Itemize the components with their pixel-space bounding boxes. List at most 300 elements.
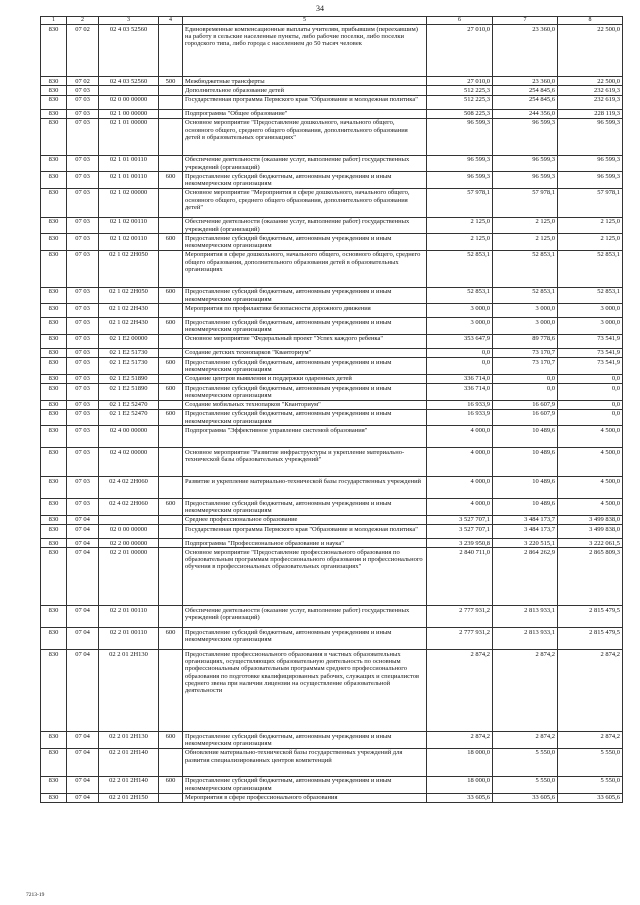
description-cell: Предоставление субсидий бюджетным, автономным учреждениям и иным некоммерческим организациям [183,776,427,793]
amount-year2-cell: 2 874,2 [493,650,558,732]
section-code-cell: 07 04 [67,606,99,628]
budget-table [40,16,623,803]
amount-year3-cell: 2 815 479,5 [558,606,623,628]
admin-code-cell: 830 [41,217,67,234]
expense-type-cell: 600 [159,732,183,749]
target-article-cell: 02 2 01 2Н150 [99,793,159,802]
amount-year2-cell: 244 356,0 [493,109,558,118]
section-code-cell: 07 03 [67,109,99,118]
amount-year1-cell: 3 000,0 [427,304,493,318]
table-row [41,234,623,251]
table-row [41,334,623,348]
description-cell: Развитие и укрепление материально-технической базы государственных учреждений [183,477,427,499]
table-row [41,776,623,793]
admin-code-cell: 830 [41,628,67,650]
amount-year3-cell: 228 119,3 [558,109,623,118]
amount-year3-cell: 73 541,9 [558,358,623,375]
description-cell: Предоставление субсидий бюджетным, автономным учреждениям и иным некоммерческим организациям [183,384,427,401]
amount-year2-cell: 3 000,0 [493,318,558,335]
expense-type-cell [159,793,183,802]
expense-type-cell: 600 [159,409,183,426]
target-article-cell: 02 2 01 2Н130 [99,732,159,749]
description-cell: Предоставление субсидий бюджетным, автономным учреждениям и иным некоммерческим организациям [183,409,427,426]
description-cell: Основное мероприятие "Предоставление дошкольного, начального общего, основного общего, среднего общего образования, дополнительного образования детей в образовательных организациях" [183,118,427,155]
amount-year2-cell: 57 978,1 [493,188,558,217]
section-code-cell: 07 03 [67,86,99,95]
amount-year1-cell: 96 599,3 [427,172,493,189]
description-cell: Создание детских технопарков "Кванториум" [183,348,427,357]
target-article-cell: 02 1 02 2Н430 [99,304,159,318]
section-code-cell: 07 04 [67,793,99,802]
column-number-row [41,17,623,25]
amount-year2-cell: 0,0 [493,384,558,401]
expense-type-cell [159,539,183,548]
amount-year3-cell: 57 978,1 [558,188,623,217]
admin-code-cell: 830 [41,358,67,375]
section-code-cell: 07 03 [67,400,99,409]
amount-year1-cell: 4 000,0 [427,499,493,516]
admin-code-cell: 830 [41,374,67,383]
section-code-cell: 07 03 [67,477,99,499]
admin-code-cell: 830 [41,748,67,776]
table-row [41,650,623,732]
amount-year1-cell: 336 714,0 [427,374,493,383]
table-row [41,477,623,499]
table-row [41,172,623,189]
target-article-cell: 02 4 02 2Н060 [99,477,159,499]
target-article-cell: 02 0 00 00000 [99,95,159,109]
amount-year3-cell: 2 874,2 [558,650,623,732]
amount-year2-cell: 10 489,6 [493,499,558,516]
target-article-cell: 02 1 E2 51730 [99,348,159,357]
table-row [41,109,623,118]
amount-year1-cell: 96 599,3 [427,118,493,155]
amount-year3-cell: 5 550,0 [558,748,623,776]
admin-code-cell: 830 [41,448,67,477]
amount-year3-cell: 2 125,0 [558,217,623,234]
admin-code-cell: 830 [41,304,67,318]
expense-type-cell: 600 [159,287,183,304]
amount-year3-cell: 232 619,3 [558,86,623,95]
target-article-cell: 02 4 03 52560 [99,25,159,77]
amount-year3-cell: 4 500,0 [558,426,623,448]
target-article-cell: 02 1 02 2Н430 [99,318,159,335]
section-code-cell: 07 04 [67,650,99,732]
expense-type-cell [159,250,183,287]
table-row [41,250,623,287]
admin-code-cell: 830 [41,109,67,118]
amount-year2-cell: 96 599,3 [493,155,558,172]
amount-year1-cell: 57 978,1 [427,188,493,217]
admin-code-cell: 830 [41,77,67,86]
admin-code-cell: 830 [41,25,67,77]
table-row [41,732,623,749]
amount-year3-cell: 3 000,0 [558,304,623,318]
amount-year1-cell: 16 933,9 [427,400,493,409]
admin-code-cell: 830 [41,188,67,217]
amount-year2-cell: 5 550,0 [493,776,558,793]
description-cell: Государственная программа Пермского края "Образование и молодежная политика" [183,95,427,109]
amount-year2-cell: 52 853,1 [493,250,558,287]
description-cell: Предоставление профессионального образования в частных образовательных организациях, осуществляющих образовательную деятельность по основным профессиональным образовательным программам среднего профессионального образования по подготовке квалифицированных рабочих, служащих и специалистов среднего звена при наличии лицензии на осуществление образовательной деятельности [183,650,427,732]
amount-year2-cell: 52 853,1 [493,287,558,304]
description-cell: Мероприятия в сфере дошкольного, начального общего, основного общего, среднего общего образования, дополнительного образования детей в образовательных организациях [183,250,427,287]
target-article-cell: 02 1 02 00000 [99,188,159,217]
amount-year1-cell: 52 853,1 [427,287,493,304]
target-article-cell: 02 2 01 2Н140 [99,748,159,776]
table-row [41,400,623,409]
amount-year1-cell: 3 239 950,8 [427,539,493,548]
amount-year2-cell: 2 864 262,9 [493,548,558,606]
table-row [41,86,623,95]
description-cell: Мероприятия в сфере профессионального образования [183,793,427,802]
description-cell: Предоставление субсидий бюджетным, автономным учреждениям и иным некоммерческим организациям [183,732,427,749]
table-row [41,515,623,524]
amount-year2-cell: 0,0 [493,374,558,383]
table-row [41,95,623,109]
expense-type-cell [159,155,183,172]
amount-year3-cell: 96 599,3 [558,155,623,172]
expense-type-cell [159,374,183,383]
description-cell: Основное мероприятие "Федеральный проект "Успех каждого ребенка" [183,334,427,348]
admin-code-cell: 830 [41,732,67,749]
amount-year1-cell: 27 010,0 [427,25,493,77]
section-code-cell: 07 04 [67,628,99,650]
amount-year1-cell: 2 840 711,0 [427,548,493,606]
expense-type-cell [159,548,183,606]
amount-year3-cell: 96 599,3 [558,118,623,155]
table-row [41,548,623,606]
target-article-cell: 02 1 E2 51890 [99,384,159,401]
description-cell: Обеспечение деятельности (оказание услуг, выполнение работ) государственных учреждений (организаций) [183,606,427,628]
description-cell: Дополнительное образование детей [183,86,427,95]
amount-year1-cell: 16 933,9 [427,409,493,426]
amount-year3-cell: 33 605,6 [558,793,623,802]
description-cell: Подпрограмма "Эффективное управление системой образования" [183,426,427,448]
expense-type-cell [159,348,183,357]
amount-year3-cell: 2 125,0 [558,234,623,251]
admin-code-cell: 830 [41,606,67,628]
amount-year3-cell: 4 500,0 [558,499,623,516]
column-number: 3 [99,17,159,25]
table-row [41,748,623,776]
amount-year2-cell: 254 845,6 [493,86,558,95]
section-code-cell: 07 03 [67,384,99,401]
amount-year2-cell: 16 607,9 [493,409,558,426]
expense-type-cell: 600 [159,628,183,650]
expense-type-cell [159,748,183,776]
amount-year3-cell: 52 853,1 [558,250,623,287]
amount-year3-cell: 2 874,2 [558,732,623,749]
amount-year3-cell: 232 619,3 [558,95,623,109]
target-article-cell [99,86,159,95]
admin-code-cell: 830 [41,118,67,155]
description-cell: Основное мероприятие "Мероприятия в сфере дошкольного, начального общего, основного общего, среднего общего образования, дополнительного образования детей" [183,188,427,217]
document-code: 7213-19 [26,892,45,898]
expense-type-cell: 600 [159,234,183,251]
description-cell: Основное мероприятие "Предоставление профессионального образования по образовательным программам профессионального образования и профессионального обучения в профессиональных образовательных организациях" [183,548,427,606]
table-row [41,287,623,304]
table-row [41,525,623,539]
amount-year1-cell: 52 853,1 [427,250,493,287]
description-cell: Предоставление субсидий бюджетным, автономным учреждениям и иным некоммерческим организациям [183,499,427,516]
amount-year3-cell: 0,0 [558,400,623,409]
section-code-cell: 07 02 [67,77,99,86]
amount-year3-cell: 4 500,0 [558,477,623,499]
section-code-cell: 07 04 [67,732,99,749]
target-article-cell: 02 2 00 00000 [99,539,159,548]
amount-year2-cell: 2 874,2 [493,732,558,749]
amount-year2-cell: 254 845,6 [493,95,558,109]
target-article-cell: 02 1 E2 51730 [99,358,159,375]
admin-code-cell: 830 [41,287,67,304]
amount-year2-cell: 3 484 173,7 [493,525,558,539]
table-row [41,384,623,401]
amount-year1-cell: 353 647,9 [427,334,493,348]
target-article-cell: 02 0 00 00000 [99,525,159,539]
amount-year3-cell: 52 853,1 [558,287,623,304]
admin-code-cell: 830 [41,318,67,335]
table-row [41,374,623,383]
amount-year3-cell: 3 222 061,5 [558,539,623,548]
section-code-cell: 07 02 [67,25,99,77]
amount-year1-cell: 3 000,0 [427,318,493,335]
target-article-cell: 02 2 01 00110 [99,606,159,628]
amount-year2-cell: 73 170,7 [493,358,558,375]
table-row [41,118,623,155]
section-code-cell: 07 03 [67,334,99,348]
column-number: 8 [558,17,623,25]
amount-year3-cell: 2 815 479,5 [558,628,623,650]
section-code-cell: 07 04 [67,515,99,524]
amount-year3-cell: 3 000,0 [558,318,623,335]
admin-code-cell: 830 [41,172,67,189]
target-article-cell: 02 1 01 00000 [99,118,159,155]
amount-year2-cell: 5 550,0 [493,748,558,776]
target-article-cell: 02 4 02 2Н060 [99,499,159,516]
admin-code-cell: 830 [41,525,67,539]
amount-year2-cell: 33 605,6 [493,793,558,802]
target-article-cell: 02 1 E2 51890 [99,374,159,383]
admin-code-cell: 830 [41,95,67,109]
admin-code-cell: 830 [41,793,67,802]
section-code-cell: 07 03 [67,358,99,375]
description-cell: Государственная программа Пермского края "Образование и молодежная политика" [183,525,427,539]
amount-year3-cell: 3 499 838,0 [558,525,623,539]
amount-year1-cell: 3 527 707,1 [427,515,493,524]
section-code-cell: 07 03 [67,287,99,304]
amount-year1-cell: 2 874,2 [427,650,493,732]
amount-year2-cell: 3 484 173,7 [493,515,558,524]
table-body [41,25,623,803]
target-article-cell: 02 1 02 2Н050 [99,287,159,304]
expense-type-cell [159,515,183,524]
amount-year2-cell: 2 125,0 [493,217,558,234]
section-code-cell: 07 03 [67,188,99,217]
page-number: 34 [316,4,324,13]
admin-code-cell: 830 [41,499,67,516]
amount-year1-cell: 18 000,0 [427,748,493,776]
table-row [41,217,623,234]
amount-year2-cell: 10 489,6 [493,426,558,448]
section-code-cell: 07 04 [67,776,99,793]
amount-year2-cell: 96 599,3 [493,118,558,155]
target-article-cell: 02 1 E2 52470 [99,400,159,409]
table-row [41,499,623,516]
section-code-cell: 07 04 [67,748,99,776]
table-row [41,304,623,318]
expense-type-cell [159,217,183,234]
amount-year3-cell: 0,0 [558,384,623,401]
amount-year2-cell: 3 220 515,1 [493,539,558,548]
admin-code-cell: 830 [41,86,67,95]
amount-year3-cell: 3 499 838,0 [558,515,623,524]
table-row [41,358,623,375]
target-article-cell: 02 2 01 2Н140 [99,776,159,793]
amount-year1-cell: 336 714,0 [427,384,493,401]
amount-year2-cell: 2 813 933,1 [493,628,558,650]
expense-type-cell [159,118,183,155]
admin-code-cell: 830 [41,348,67,357]
description-cell: Среднее профессиональное образование [183,515,427,524]
section-code-cell: 07 03 [67,499,99,516]
amount-year3-cell: 22 500,0 [558,77,623,86]
expense-type-cell [159,304,183,318]
admin-code-cell: 830 [41,250,67,287]
table-row [41,348,623,357]
expense-type-cell: 600 [159,776,183,793]
target-article-cell: 02 2 01 2Н130 [99,650,159,732]
expense-type-cell: 600 [159,172,183,189]
amount-year1-cell: 2 125,0 [427,217,493,234]
column-number: 7 [493,17,558,25]
target-article-cell: 02 1 02 00110 [99,234,159,251]
target-article-cell: 02 1 00 00000 [99,109,159,118]
section-code-cell: 07 03 [67,348,99,357]
section-code-cell: 07 03 [67,118,99,155]
expense-type-cell: 500 [159,77,183,86]
expense-type-cell [159,448,183,477]
description-cell: Подпрограмма "Профессиональное образование и наука" [183,539,427,548]
amount-year3-cell: 4 500,0 [558,448,623,477]
amount-year1-cell: 2 777 931,2 [427,606,493,628]
amount-year2-cell: 10 489,6 [493,448,558,477]
section-code-cell: 07 03 [67,318,99,335]
section-code-cell: 07 04 [67,548,99,606]
table-row [41,318,623,335]
amount-year2-cell: 10 489,6 [493,477,558,499]
amount-year2-cell: 3 000,0 [493,304,558,318]
description-cell: Создание центров выявления и поддержки одаренных детей [183,374,427,383]
target-article-cell: 02 1 01 00110 [99,155,159,172]
amount-year1-cell: 2 777 931,2 [427,628,493,650]
expense-type-cell [159,426,183,448]
target-article-cell: 02 1 02 2Н050 [99,250,159,287]
description-cell: Обеспечение деятельности (оказание услуг, выполнение работ) государственных учреждений (организаций) [183,217,427,234]
section-code-cell: 07 03 [67,409,99,426]
section-code-cell: 07 03 [67,234,99,251]
expense-type-cell [159,109,183,118]
expense-type-cell [159,95,183,109]
admin-code-cell: 830 [41,426,67,448]
amount-year1-cell: 4 000,0 [427,448,493,477]
admin-code-cell: 830 [41,409,67,426]
amount-year2-cell: 23 360,0 [493,25,558,77]
target-article-cell: 02 1 E2 52470 [99,409,159,426]
table-row [41,606,623,628]
column-number: 4 [159,17,183,25]
description-cell: Мероприятия по профилактике безопасности дорожного движения [183,304,427,318]
column-number: 1 [41,17,67,25]
amount-year2-cell: 23 360,0 [493,77,558,86]
table-row [41,793,623,802]
amount-year1-cell: 0,0 [427,358,493,375]
amount-year3-cell: 73 541,9 [558,348,623,357]
admin-code-cell: 830 [41,334,67,348]
description-cell: Предоставление субсидий бюджетным, автономным учреждениям и иным некоммерческим организациям [183,358,427,375]
description-cell: Основное мероприятие "Развитие инфраструктуры и укрепление материально-технической базы образовательных учреждений" [183,448,427,477]
admin-code-cell: 830 [41,477,67,499]
expense-type-cell [159,334,183,348]
target-article-cell: 02 1 E2 00000 [99,334,159,348]
amount-year2-cell: 89 778,6 [493,334,558,348]
target-article-cell: 02 4 03 52560 [99,77,159,86]
table-row [41,448,623,477]
expense-type-cell [159,525,183,539]
amount-year2-cell: 73 170,7 [493,348,558,357]
description-cell: Предоставление субсидий бюджетным, автономным учреждениям и иным некоммерческим организациям [183,287,427,304]
amount-year2-cell: 96 599,3 [493,172,558,189]
section-code-cell: 07 03 [67,217,99,234]
section-code-cell: 07 03 [67,304,99,318]
amount-year1-cell: 3 527 707,1 [427,525,493,539]
section-code-cell: 07 04 [67,539,99,548]
table-row [41,77,623,86]
column-number: 2 [67,17,99,25]
description-cell: Обновление материально-технической базы государственных учреждений для развития специализированных центров компетенций [183,748,427,776]
target-article-cell: 02 2 01 00000 [99,548,159,606]
amount-year1-cell: 18 000,0 [427,776,493,793]
admin-code-cell: 830 [41,539,67,548]
expense-type-cell: 600 [159,384,183,401]
table-row [41,188,623,217]
expense-type-cell [159,606,183,628]
admin-code-cell: 830 [41,384,67,401]
table-row [41,426,623,448]
expense-type-cell [159,188,183,217]
target-article-cell: 02 4 00 00000 [99,426,159,448]
section-code-cell: 07 03 [67,95,99,109]
description-cell: Предоставление субсидий бюджетным, автономным учреждениям и иным некоммерческим организациям [183,318,427,335]
expense-type-cell: 600 [159,318,183,335]
section-code-cell: 07 03 [67,155,99,172]
amount-year2-cell: 2 125,0 [493,234,558,251]
section-code-cell: 07 04 [67,525,99,539]
table-row [41,155,623,172]
amount-year2-cell: 16 607,9 [493,400,558,409]
admin-code-cell: 830 [41,650,67,732]
admin-code-cell: 830 [41,776,67,793]
amount-year1-cell: 512 225,3 [427,86,493,95]
admin-code-cell: 830 [41,548,67,606]
admin-code-cell: 830 [41,155,67,172]
section-code-cell: 07 03 [67,426,99,448]
amount-year1-cell: 4 000,0 [427,477,493,499]
description-cell: Межбюджетные трансферты [183,77,427,86]
section-code-cell: 07 03 [67,374,99,383]
target-article-cell: 02 4 02 00000 [99,448,159,477]
section-code-cell: 07 03 [67,172,99,189]
